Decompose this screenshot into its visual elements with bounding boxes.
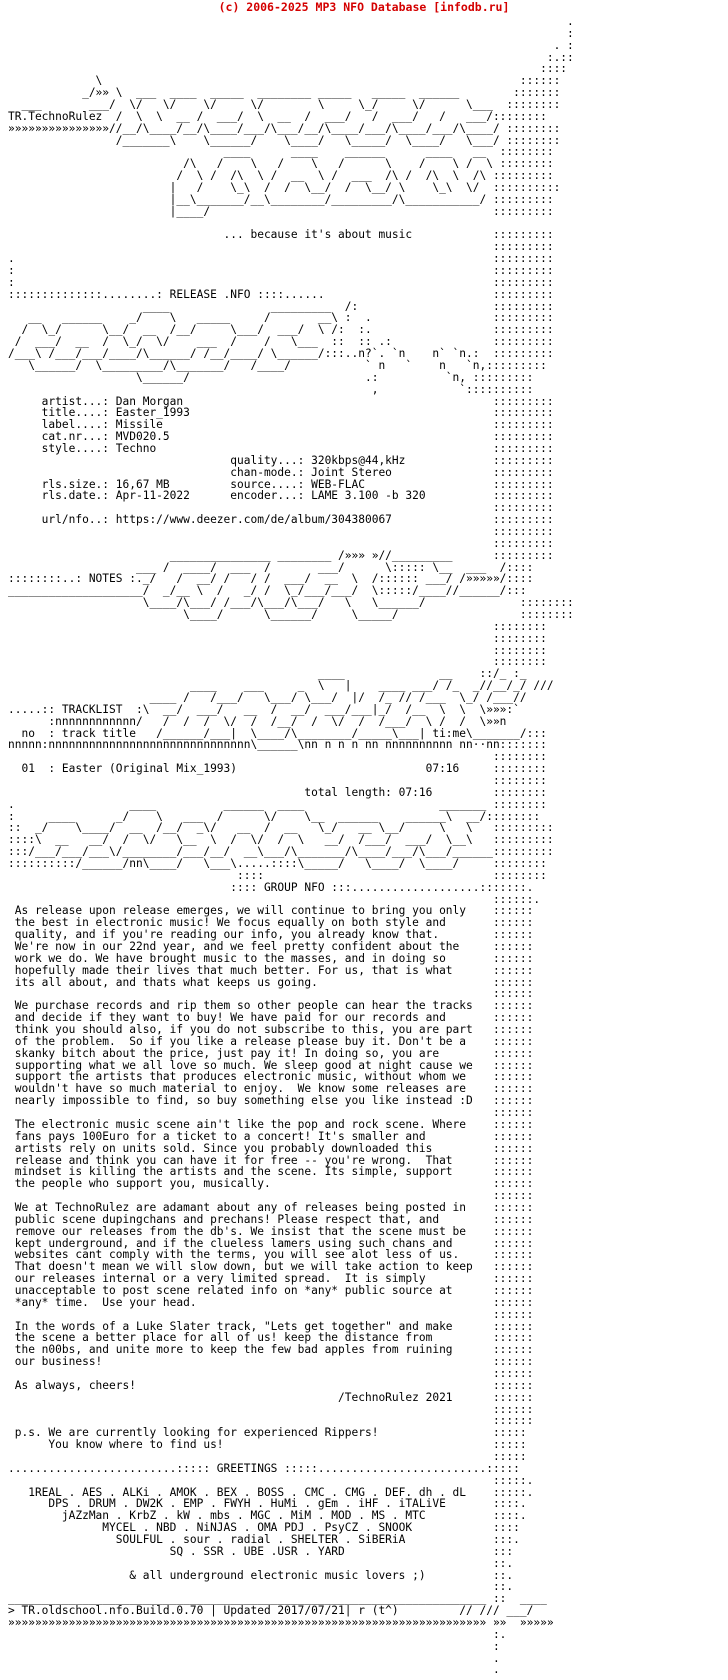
nfo-document: . : . : :.:: :::: \ :::::: _/»» \ ___ ____ _____ ________ _____ _____ ______ ::::::: ___ ___/ \/ \/ \/ \/ \ \_/ \/ \___ :::::::: TR.TechnoRulez / \ \ __ / ___/ \ __ / ___/ / ___/ / ___/:::::::: »»»»»»»»»»»»»»»//__/\____/__/\____/___/\___/__/\____/___/\____/___/\____/ :::::::: /_______\ \______/ \____/ \_____/ \____/ \___/ :::::::: ____ ____ ______ ____ __ :::::::: /\ / \ / \ / \ / \ / \ :::::::: / \ / /\ \ / __ \ / ___ /\ / /\ \ /\ ::::::::: | / \_\ / / \__/ / \__/ \ \_\ \/ :::::::::: |__\_______/__\________/_________/\___________/ ::::::::: |____/ ::::::::: ... because it's about music ::::::::: ::::::::: . ::::::::: : ::::::::: : ::::::::: ::::::::::::::........: RELEASE .NFO ::::...... ::::::::: ____ _________ /: ::::::::: __ ______ _/ \ _____ / __\ : . ::::::::: / \_/ \__/ __ /__/ \___/ ___/ \ /: :. ::::::::: / ___/ __ / \_/ \/ ___ / / \___ :: :: .: ::::::::: /___\ /___/___/____/\______/ /__/____/ \______/:::..n?`. `n n` `n.: ::::::::: \______/ \_________/\_______/ /____/ ` n ` n `n,::::::::: \______/ .: `n, ::::::::: , `:::::::::: artist...: Dan Morgan ::::::::: title....: Easter_1993 ::::::::: label....: Missile ::::::::: cat.nr...: MVD020.5 ::::::::: style....: Techno ::::::::: quality...: 320kbps@44,kHz ::::::::: chan-mode.: Joint Stereo ::::::::: rls.size.: 16,67 MB source....: WEB-FLAC ::::::::: rls.date.: Apr-11-2022 encoder...: LAME 3.100 -b 320 ::::::::: ::::::::: url/nfo..: https://www.deezer.com/de/album/304380067 ::::::::: ::::::::: ::::::::: _______________ ________ /»»» »//_________ ::::::::: ___ / ____/ ___ / ___/ \::::: \__ ___ /:::: ::::::::..: NOTES :._/ / __/ / / / ___/ __ \ /:::::: ___/ /»»»»»/:::: ____________________/ _/__ \ / _/ / \_/___/___/ \:::::/____//______/::: \____/\___/ /___/\___/\___/ \ \______/ :::::::: \____/ \______/ \_____/ :::::::: :::::::: :::::::: :::::::: :::::::: ____ __ ::/_ :_ ____ ___ _ \ | ____ ___/ /_ _//__/_/ /// ____ / /___/ \___/ \___/ |/ /_ // /___ \_/ /___// .....:: TRACKLIST :\ __/ ___/ __ / __/ ___/___|_/ /__ \ \ \»»»:` :nnnnnnnnnnnn/ / / / \/ / /__/ / \/ / /___/ \ / / \»»n no : track title /______/___| \____/\________/_____\___| ti:me\_______/::: nnnnn:nnnnnnnnnnnnnnnnnnnnnnnnnnnnnn\______\nn n n n nn nnnnnnnnnn nn··nn::::::: :::::::: 01 : Easter (Original Mix_1993) 07:16 :::::::: :::::::: total length: 07:16 :::::::: . ____ ______ ____ _______ :::::::: : ____ _/ \ ___ / \/ \__ ______ ______\ __/:::::::: :: _/ \____/ __ /__/ _\/ __ / __ \_/ __ \__/ \ \ ::::::::: ::::\ __ __/ / \/ \__ \ / \/ / \ __/ /___/ ___/ \__\ ::::::::: :::/___/___/___\/________/___/__/ __\___/\_______/\____/___/\___/______::::::::: ::::::::::/______/nn\____/ \___\.....::::\_____/ \____/ \____/ :::::::: :::: :::::::: :::: GROUP NFO :::...................:::::::. ::::::. As release upon release emerges, we will continue to bring you only :::::: the best in electronic music! We focus equally on both style and :::::: quality, and if you're reading our info, you already know that. :::::: We're now in our 22nd year, and we feel pretty confident about the :::::: work we do. We have brought music to the masses, and in doing so :::::: hopefully made their lives that much better. For us, that is what :::::: its all about, and thats what keeps us going. :::::: :::::: We purchase records and rip them so other people can hear the tracks :::::: and decide if they want to buy! We have paid for our records and :::::: think you should also, if you do not subscribe to this, you are part :::::: of the problem. So if you like a release please buy it. Don't be a :::::: skanky bitch about the price, just pay it! In doing so, you are :::::: supporting what we all love so much. We sleep good at night cause we :::::: support the artists that produces electronic music, without whom we :::::: wouldn't have so much material to enjoy. We know some releases are :::::: nearly impossible to find, so buy something else you like instead :D :::::: :::::: The electronic music scene ain't like the pop and rock scene. Where :::::: fans pays 100Euro for a ticket to a concert! It's smaller and :::::: artists rely on units sold. Since you probably downloaded this :::::: release and think you can have it for free -- you're wrong. That :::::: mindset is killing the artists and the scene. Its simple, support :::::: the people who support you, musically. :::::: :::::: We at TechnoRulez are adamant about any of releases being posted in :::::: public scene dupingchans and prechans! Please respect that, and :::::: remove our releases from the db's. We insist that the scene must be :::::: kept underground, and if the clueless lamers using such chans and :::::: websites cant comply with the terms, you will see alot less of us. :::::: That doesn't mean we will slow down, but we will take action to keep :::::: our releases internal or a very limited spread. It is simply :::::: unacceptable to post scene related info on *any* public source at :::::: *any* time. Use your head. :::::: :::::: In the words of a Luke Slater track, "Lets get together" and make :::::: the scene a better place for all of us! keep the distance from :::::: the n00bs, and unite more to keep the few bad apples from ruining :::::: our business! :::::: :::::: As always, cheers! :::::: /TechnoRulez 2021 :::::: :::::: :::::: p.s. We are currently looking for experienced Rippers! ::::: You know where to find us! ::::: ::::: .........................::::: GREETINGS :::::.........................::::: :::::. 1REAL . AES . ALKi . AMOK . BEX . BOSS . CMC . CMG . DEF. dh . dL :::::. DPS . DRUM . DW2K . EMP . FWYH . HuMi . gEm . iHF . iTALiVE ::::. jAZzMan . KrbZ . kW . mbs . MGC . MiM . MOD . MS . MTC ::::. MYCEL . NBD . NiNJAS . OMA PDJ . PsyCZ . SNOOK :::: SOULFUL . sour . radial . SHELTER . SiBERiA :::. SQ . SSR . UBE .USR . YARD ::: ::. & all underground electronic music lovers ;) ::. ::. _______________________________________________________________________ :: ____ > TR.oldschool.nfo.Build.0.70 | Updated 2017/07/21| r (t^) // /// ___/ »»»»»»»»»»»»»»»»»»»»»»»»»»»»»»»»»»»»»»»»»»»»»»»»»»»»»»»»»»»»»»»»»»»»»»» »» »»»»» :. : . . <box>8 16 574 1677</box>
nfo-database-credit: (c) 2006-2025 MP3 NFO Database [infodb.ru] <box>218 0 510 14</box>
